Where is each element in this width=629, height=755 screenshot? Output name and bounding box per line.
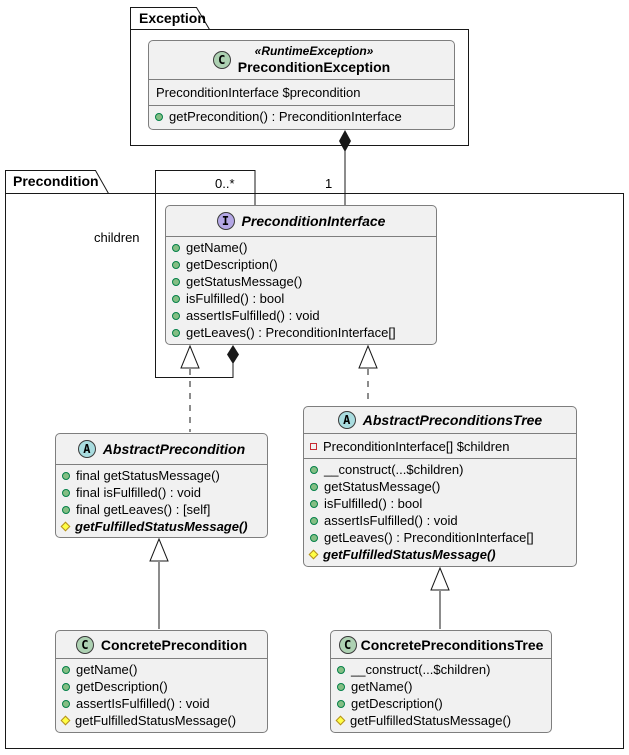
private-visibility-icon [310, 443, 317, 450]
generalization-edge-concreteprecondition [150, 539, 168, 629]
generalization-edge-concretetree [431, 568, 449, 629]
generalization-triangle-icon [181, 346, 199, 368]
class-precondition-exception [148, 40, 455, 130]
class-name: PreconditionException [237, 58, 391, 75]
method-row: __construct(...$children) [310, 461, 570, 478]
public-visibility-icon [172, 261, 180, 269]
class-name: AbstractPreconditionsTree [362, 412, 543, 428]
public-visibility-icon [172, 244, 180, 252]
method-row: assertIsFulfilled() : void [172, 307, 430, 324]
field-row: PreconditionInterface[] $children [310, 438, 509, 455]
method-row: getFulfilledStatusMessage() [310, 546, 570, 563]
multiplicity-label-children: 0..* [215, 176, 235, 191]
class-name: ConcretePreconditionsTree [360, 636, 544, 653]
method-row: getLeaves() : PreconditionInterface[] [172, 324, 430, 341]
class-abstract-precondition [55, 433, 268, 538]
class-header [149, 41, 454, 80]
class-icon: C [339, 636, 357, 654]
public-visibility-icon [172, 278, 180, 286]
public-visibility-icon [62, 506, 70, 514]
stereotype: «RuntimeException» [254, 44, 374, 59]
fields-compartment [149, 80, 454, 105]
method-row: assertIsFulfilled() : void [310, 512, 570, 529]
method-row: getStatusMessage() [172, 273, 430, 290]
public-visibility-icon [310, 517, 318, 525]
public-visibility-icon [62, 472, 70, 480]
public-visibility-icon [310, 466, 318, 474]
method-row: getName() [62, 661, 261, 678]
method-row: getLeaves() : PreconditionInterface[] [310, 529, 570, 546]
fields-compartment [304, 434, 576, 458]
methods-compartment [56, 465, 267, 537]
generalization-triangle-icon [359, 346, 377, 368]
class-icon: C [76, 636, 94, 654]
methods-compartment [166, 237, 436, 343]
class-header [166, 206, 436, 237]
public-visibility-icon [172, 312, 180, 320]
class-name: PreconditionInterface [241, 213, 386, 229]
field-row: PreconditionInterface $precondition [156, 85, 361, 100]
method-row: getName() [337, 678, 545, 695]
method-row: final getStatusMessage() [62, 467, 261, 484]
class-abstract-preconditions-tree [303, 406, 577, 567]
method-row: getDescription() [62, 678, 261, 695]
method-row: final getLeaves() : [self] [62, 501, 261, 518]
realization-edge-abstracttree-interface [359, 346, 377, 405]
abstract-class-icon: A [338, 411, 356, 429]
methods-compartment [304, 458, 576, 565]
method-row: getFulfilledStatusMessage() [62, 712, 261, 729]
package-label-exception: Exception [139, 10, 206, 26]
class-concrete-precondition [55, 630, 268, 733]
method-row: getFulfilledStatusMessage() [62, 518, 261, 535]
class-header [304, 407, 576, 434]
method-row: isFulfilled() : bool [310, 495, 570, 512]
method-row: getPrecondition() : PreconditionInterface [155, 108, 402, 125]
public-visibility-icon [337, 666, 345, 674]
protected-visibility-icon [61, 522, 71, 532]
public-visibility-icon [172, 329, 180, 337]
composition-diamond-icon [227, 345, 239, 364]
method-row: isFulfilled() : bool [172, 290, 430, 307]
role-label-children: children [94, 230, 140, 245]
class-header [56, 631, 267, 659]
method-row: assertIsFulfilled() : void [62, 695, 261, 712]
public-visibility-icon [62, 666, 70, 674]
protected-visibility-icon [336, 716, 346, 726]
public-visibility-icon [310, 483, 318, 491]
methods-compartment [149, 105, 454, 127]
method-row: getStatusMessage() [310, 478, 570, 495]
multiplicity-label-one: 1 [325, 176, 333, 191]
protected-visibility-icon [61, 716, 71, 726]
public-visibility-icon [62, 700, 70, 708]
public-visibility-icon [310, 534, 318, 542]
method-row: getDescription() [337, 695, 545, 712]
method-row: getFulfilledStatusMessage() [337, 712, 545, 729]
method-row: getName() [172, 239, 430, 256]
methods-compartment [56, 659, 267, 731]
package-label-precondition: Precondition [13, 173, 99, 189]
generalization-triangle-icon [150, 539, 168, 561]
abstract-class-icon: A [78, 440, 96, 458]
class-header [331, 631, 551, 659]
class-header [56, 434, 267, 465]
generalization-triangle-icon [431, 568, 449, 590]
public-visibility-icon [337, 683, 345, 691]
realization-edge-abstractprecondition-interface [181, 346, 199, 432]
public-visibility-icon [62, 683, 70, 691]
public-visibility-icon [310, 500, 318, 508]
protected-visibility-icon [309, 550, 319, 560]
public-visibility-icon [62, 489, 70, 497]
method-row: __construct(...$children) [337, 661, 545, 678]
class-name: ConcretePrecondition [100, 636, 248, 653]
public-visibility-icon [172, 295, 180, 303]
method-row: getDescription() [172, 256, 430, 273]
methods-compartment [331, 659, 551, 731]
class-precondition-interface [165, 205, 437, 345]
method-row: final isFulfilled() : void [62, 484, 261, 501]
class-icon: C [213, 51, 231, 69]
class-name: AbstractPrecondition [102, 441, 246, 457]
interface-icon: I [217, 212, 235, 230]
public-visibility-icon [155, 113, 163, 121]
public-visibility-icon [337, 700, 345, 708]
composition-diamond-icon [339, 130, 351, 152]
class-concrete-preconditions-tree [330, 630, 552, 733]
